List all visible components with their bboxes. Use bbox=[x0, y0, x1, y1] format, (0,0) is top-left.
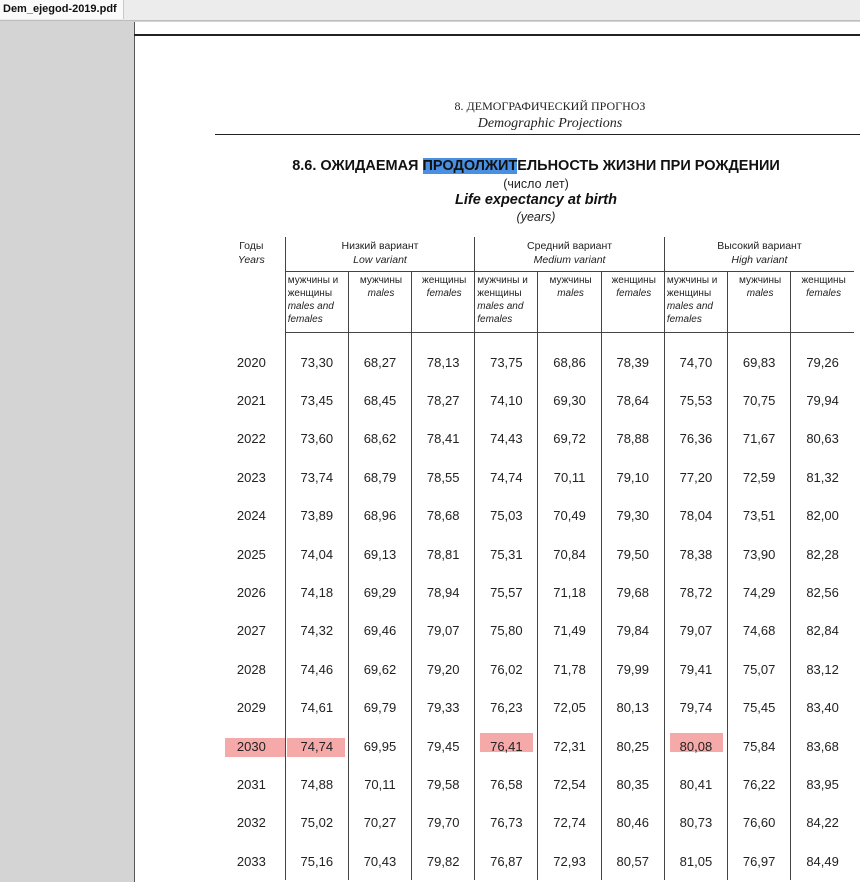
title-en: Life expectancy at birth bbox=[455, 192, 617, 208]
value-cell: 78,94 bbox=[412, 573, 475, 611]
value-cell: 84,22 bbox=[791, 804, 854, 842]
value-cell: 74,46 bbox=[285, 650, 348, 688]
group-high-en: High variant bbox=[731, 254, 788, 266]
value-cell: 73,51 bbox=[728, 497, 791, 535]
value-cell: 75,07 bbox=[728, 650, 791, 688]
value-cell: 69,72 bbox=[538, 420, 601, 458]
value-cell: 76,97 bbox=[728, 842, 791, 880]
value-cell: 72,59 bbox=[728, 458, 791, 496]
value-cell: 79,10 bbox=[601, 458, 664, 496]
section-header-ru: 8. ДЕМОГРАФИЧЕСКИЙ ПРОГНОЗ bbox=[454, 99, 646, 113]
value-cell: 79,26 bbox=[791, 343, 854, 381]
value-cell: 79,50 bbox=[601, 535, 664, 573]
value-cell: 72,05 bbox=[538, 689, 601, 727]
value-cell: 76,73 bbox=[475, 804, 538, 842]
subheader-en: females bbox=[616, 288, 652, 299]
subheader-ru: мужчины bbox=[359, 275, 403, 286]
value-cell: 83,95 bbox=[791, 765, 854, 803]
table-row bbox=[218, 420, 854, 458]
document-tab[interactable]: Dem_ejegod-2019.pdf bbox=[0, 0, 124, 19]
year-cell: 2022 bbox=[236, 431, 266, 447]
value-cell: 79,41 bbox=[664, 650, 727, 688]
value-cell: 75,31 bbox=[475, 535, 538, 573]
value-cell: 78,04 bbox=[664, 497, 727, 535]
value-cell: 75,16 bbox=[285, 842, 348, 880]
value-cell: 79,20 bbox=[412, 650, 475, 688]
value-cell: 74,32 bbox=[285, 612, 348, 650]
years-label-ru: Годы bbox=[239, 240, 264, 252]
value-cell: 79,68 bbox=[601, 573, 664, 611]
table-row bbox=[218, 765, 854, 803]
table-row bbox=[218, 535, 854, 573]
value-cell: 74,74 bbox=[475, 458, 538, 496]
value-cell: 79,94 bbox=[791, 381, 854, 419]
value-cell: 76,02 bbox=[475, 650, 538, 688]
year-cell: 2024 bbox=[236, 508, 266, 524]
value-cell: 68,27 bbox=[348, 343, 411, 381]
spacer-cell bbox=[601, 333, 664, 344]
value-cell: 70,27 bbox=[348, 804, 411, 842]
year-cell: 2030 bbox=[236, 738, 266, 754]
value-cell: 73,45 bbox=[285, 381, 348, 419]
value-cell: 79,82 bbox=[412, 842, 475, 880]
value-cell: 74,04 bbox=[285, 535, 348, 573]
value-cell: 74,70 bbox=[664, 343, 727, 381]
group-low-en: Low variant bbox=[353, 254, 407, 266]
value-cell: 72,93 bbox=[538, 842, 601, 880]
value-cell: 71,67 bbox=[728, 420, 791, 458]
subheader-cell bbox=[348, 272, 411, 333]
table-row bbox=[218, 458, 854, 496]
subheader-en: males and females bbox=[477, 301, 524, 325]
value-cell: 72,54 bbox=[538, 765, 601, 803]
value-cell: 78,13 bbox=[412, 343, 475, 381]
value-cell: 82,00 bbox=[791, 497, 854, 535]
value-cell: 75,02 bbox=[285, 804, 348, 842]
group-low-ru: Низкий вариант bbox=[341, 240, 419, 252]
value-cell: 70,11 bbox=[348, 765, 411, 803]
value-cell: 75,57 bbox=[475, 573, 538, 611]
spacer-cell bbox=[412, 333, 475, 344]
title-before: 8.6. ОЖИДАЕМАЯ bbox=[292, 158, 423, 174]
value-cell: 78,27 bbox=[412, 381, 475, 419]
value-cell: 75,03 bbox=[475, 497, 538, 535]
value-cell: 68,79 bbox=[348, 458, 411, 496]
unit-en: (years) bbox=[516, 210, 556, 224]
spacer-cell bbox=[728, 333, 791, 344]
value-cell: 71,49 bbox=[538, 612, 601, 650]
value-cell: 83,12 bbox=[791, 650, 854, 688]
value-cell: 70,43 bbox=[348, 842, 411, 880]
value-cell: 73,90 bbox=[728, 535, 791, 573]
value-cell: 78,68 bbox=[412, 497, 475, 535]
value-cell: 75,53 bbox=[664, 381, 727, 419]
subheader-ru: женщины bbox=[611, 275, 656, 286]
spacer-cell bbox=[538, 333, 601, 344]
value-cell: 73,89 bbox=[285, 497, 348, 535]
year-cell: 2023 bbox=[236, 469, 266, 485]
value-cell: 78,41 bbox=[412, 420, 475, 458]
years-label-en: Years bbox=[237, 254, 265, 266]
value-cell: 79,99 bbox=[601, 650, 664, 688]
year-cell: 2028 bbox=[236, 661, 266, 677]
value-cell: 80,63 bbox=[791, 420, 854, 458]
value-cell: 69,29 bbox=[348, 573, 411, 611]
value-cell: 78,55 bbox=[412, 458, 475, 496]
subheader-en: females bbox=[426, 288, 462, 299]
subheader-cell bbox=[664, 272, 727, 333]
spacer-cell bbox=[348, 333, 411, 344]
value-cell: 80,25 bbox=[601, 727, 664, 765]
section-header-en: Demographic Projections bbox=[477, 116, 623, 131]
value-cell: 80,46 bbox=[601, 804, 664, 842]
value-cell: 74,29 bbox=[728, 573, 791, 611]
table-row bbox=[218, 381, 854, 419]
subheader-ru: мужчины bbox=[739, 275, 782, 286]
value-cell: 78,38 bbox=[664, 535, 727, 573]
table-row bbox=[218, 497, 854, 535]
value-cell: 69,30 bbox=[538, 381, 601, 419]
year-cell: 2026 bbox=[236, 585, 266, 601]
subheader-ru: женщины bbox=[801, 275, 846, 286]
value-cell: 76,87 bbox=[475, 842, 538, 880]
value-cell: 69,79 bbox=[348, 689, 411, 727]
value-cell: 73,60 bbox=[285, 420, 348, 458]
value-cell: 84,49 bbox=[791, 842, 854, 880]
subheader-ru: мужчины bbox=[549, 275, 592, 286]
table-title bbox=[218, 158, 854, 174]
subheader-en: females bbox=[806, 288, 842, 299]
value-cell: 80,41 bbox=[664, 765, 727, 803]
value-cell: 79,84 bbox=[601, 612, 664, 650]
table-row bbox=[218, 689, 854, 727]
value-cell: 74,10 bbox=[475, 381, 538, 419]
subheader-en: males and females bbox=[287, 301, 334, 325]
group-header-high bbox=[664, 237, 854, 272]
value-cell: 83,68 bbox=[791, 727, 854, 765]
table-row bbox=[218, 343, 854, 381]
group-header-low bbox=[285, 237, 475, 272]
value-cell: 78,88 bbox=[601, 420, 664, 458]
unit-ru: (число лет) bbox=[503, 177, 569, 191]
value-cell: 76,41 bbox=[475, 727, 538, 765]
table-row bbox=[218, 842, 854, 880]
table-row bbox=[218, 650, 854, 688]
value-cell: 71,18 bbox=[538, 573, 601, 611]
subheader-en: males and females bbox=[666, 301, 713, 325]
title-after: ЕЛЬНОСТЬ ЖИЗНИ ПРИ РОЖДЕНИИ bbox=[517, 158, 780, 174]
subheader-ru: мужчины и женщины bbox=[666, 275, 718, 299]
year-cell: 2031 bbox=[236, 776, 266, 792]
value-cell: 69,62 bbox=[348, 650, 411, 688]
life-expectancy-table bbox=[218, 237, 854, 880]
value-cell: 73,74 bbox=[285, 458, 348, 496]
subheader-ru: мужчины и женщины bbox=[287, 275, 339, 299]
value-cell: 78,39 bbox=[601, 343, 664, 381]
value-cell: 71,78 bbox=[538, 650, 601, 688]
value-cell: 79,74 bbox=[664, 689, 727, 727]
page-top-rule bbox=[134, 34, 860, 36]
value-cell: 74,74 bbox=[285, 727, 348, 765]
subheader-en: males bbox=[746, 288, 774, 299]
value-cell: 75,84 bbox=[728, 727, 791, 765]
subheader-cell bbox=[475, 272, 538, 333]
selected-text[interactable]: ПРОДОЛЖИТ bbox=[422, 158, 518, 174]
value-cell: 79,70 bbox=[412, 804, 475, 842]
value-cell: 79,07 bbox=[412, 612, 475, 650]
header-rule bbox=[215, 134, 860, 135]
value-cell: 68,86 bbox=[538, 343, 601, 381]
value-cell: 69,95 bbox=[348, 727, 411, 765]
value-cell: 80,08 bbox=[664, 727, 727, 765]
value-cell: 69,13 bbox=[348, 535, 411, 573]
value-cell: 73,75 bbox=[475, 343, 538, 381]
year-cell: 2029 bbox=[236, 700, 266, 716]
subheader-cell bbox=[285, 272, 348, 333]
spacer-cell bbox=[475, 333, 538, 344]
value-cell: 76,60 bbox=[728, 804, 791, 842]
tab-bar bbox=[0, 0, 860, 21]
year-cell: 2027 bbox=[236, 623, 266, 639]
subheader-cell bbox=[601, 272, 664, 333]
subheader-cell bbox=[728, 272, 791, 333]
value-cell: 78,72 bbox=[664, 573, 727, 611]
spacer-cell bbox=[664, 333, 727, 344]
value-cell: 68,96 bbox=[348, 497, 411, 535]
group-medium-ru: Средний вариант bbox=[527, 240, 613, 252]
value-cell: 69,83 bbox=[728, 343, 791, 381]
spacer-cell bbox=[218, 333, 285, 344]
value-cell: 74,88 bbox=[285, 765, 348, 803]
value-cell: 70,84 bbox=[538, 535, 601, 573]
value-cell: 82,28 bbox=[791, 535, 854, 573]
value-cell: 73,30 bbox=[285, 343, 348, 381]
value-cell: 68,45 bbox=[348, 381, 411, 419]
years-header bbox=[218, 237, 285, 333]
year-cell: 2021 bbox=[236, 393, 266, 409]
value-cell: 79,30 bbox=[601, 497, 664, 535]
value-cell: 80,13 bbox=[601, 689, 664, 727]
year-cell: 2033 bbox=[236, 853, 266, 869]
group-high-ru: Высокий вариант bbox=[717, 240, 802, 252]
value-cell: 77,20 bbox=[664, 458, 727, 496]
value-cell: 83,40 bbox=[791, 689, 854, 727]
value-cell: 72,31 bbox=[538, 727, 601, 765]
subheader-ru: женщины bbox=[422, 275, 467, 286]
group-header-medium bbox=[475, 237, 665, 272]
value-cell: 79,33 bbox=[412, 689, 475, 727]
value-cell: 69,46 bbox=[348, 612, 411, 650]
value-cell: 82,56 bbox=[791, 573, 854, 611]
value-cell: 81,05 bbox=[664, 842, 727, 880]
value-cell: 74,68 bbox=[728, 612, 791, 650]
value-cell: 74,43 bbox=[475, 420, 538, 458]
value-cell: 78,64 bbox=[601, 381, 664, 419]
value-cell: 70,49 bbox=[538, 497, 601, 535]
subheader-cell bbox=[791, 272, 854, 333]
subheader-en: males bbox=[557, 288, 584, 299]
table-row bbox=[218, 573, 854, 611]
value-cell: 80,35 bbox=[601, 765, 664, 803]
value-cell: 79,45 bbox=[412, 727, 475, 765]
value-cell: 80,73 bbox=[664, 804, 727, 842]
spacer-cell bbox=[285, 333, 348, 344]
value-cell: 68,62 bbox=[348, 420, 411, 458]
table-row bbox=[218, 612, 854, 650]
value-cell: 75,45 bbox=[728, 689, 791, 727]
subheader-cell bbox=[538, 272, 601, 333]
table-row bbox=[218, 727, 854, 765]
value-cell: 82,84 bbox=[791, 612, 854, 650]
subheader-cell bbox=[412, 272, 475, 333]
value-cell: 81,32 bbox=[791, 458, 854, 496]
subheader-ru: мужчины и женщины bbox=[477, 275, 528, 299]
subheader-en: males bbox=[367, 288, 395, 299]
value-cell: 80,57 bbox=[601, 842, 664, 880]
year-cell: 2025 bbox=[236, 546, 266, 562]
value-cell: 76,58 bbox=[475, 765, 538, 803]
value-cell: 79,07 bbox=[664, 612, 727, 650]
value-cell: 78,81 bbox=[412, 535, 475, 573]
value-cell: 75,80 bbox=[475, 612, 538, 650]
value-cell: 74,18 bbox=[285, 573, 348, 611]
year-cell: 2020 bbox=[236, 354, 266, 370]
table-row bbox=[218, 804, 854, 842]
value-cell: 79,58 bbox=[412, 765, 475, 803]
spacer-cell bbox=[791, 333, 854, 344]
value-cell: 70,11 bbox=[538, 458, 601, 496]
value-cell: 76,23 bbox=[475, 689, 538, 727]
value-cell: 72,74 bbox=[538, 804, 601, 842]
year-cell: 2032 bbox=[236, 815, 266, 831]
value-cell: 76,22 bbox=[728, 765, 791, 803]
value-cell: 70,75 bbox=[728, 381, 791, 419]
value-cell: 76,36 bbox=[664, 420, 727, 458]
group-medium-en: Medium variant bbox=[533, 254, 606, 266]
value-cell: 74,61 bbox=[285, 689, 348, 727]
